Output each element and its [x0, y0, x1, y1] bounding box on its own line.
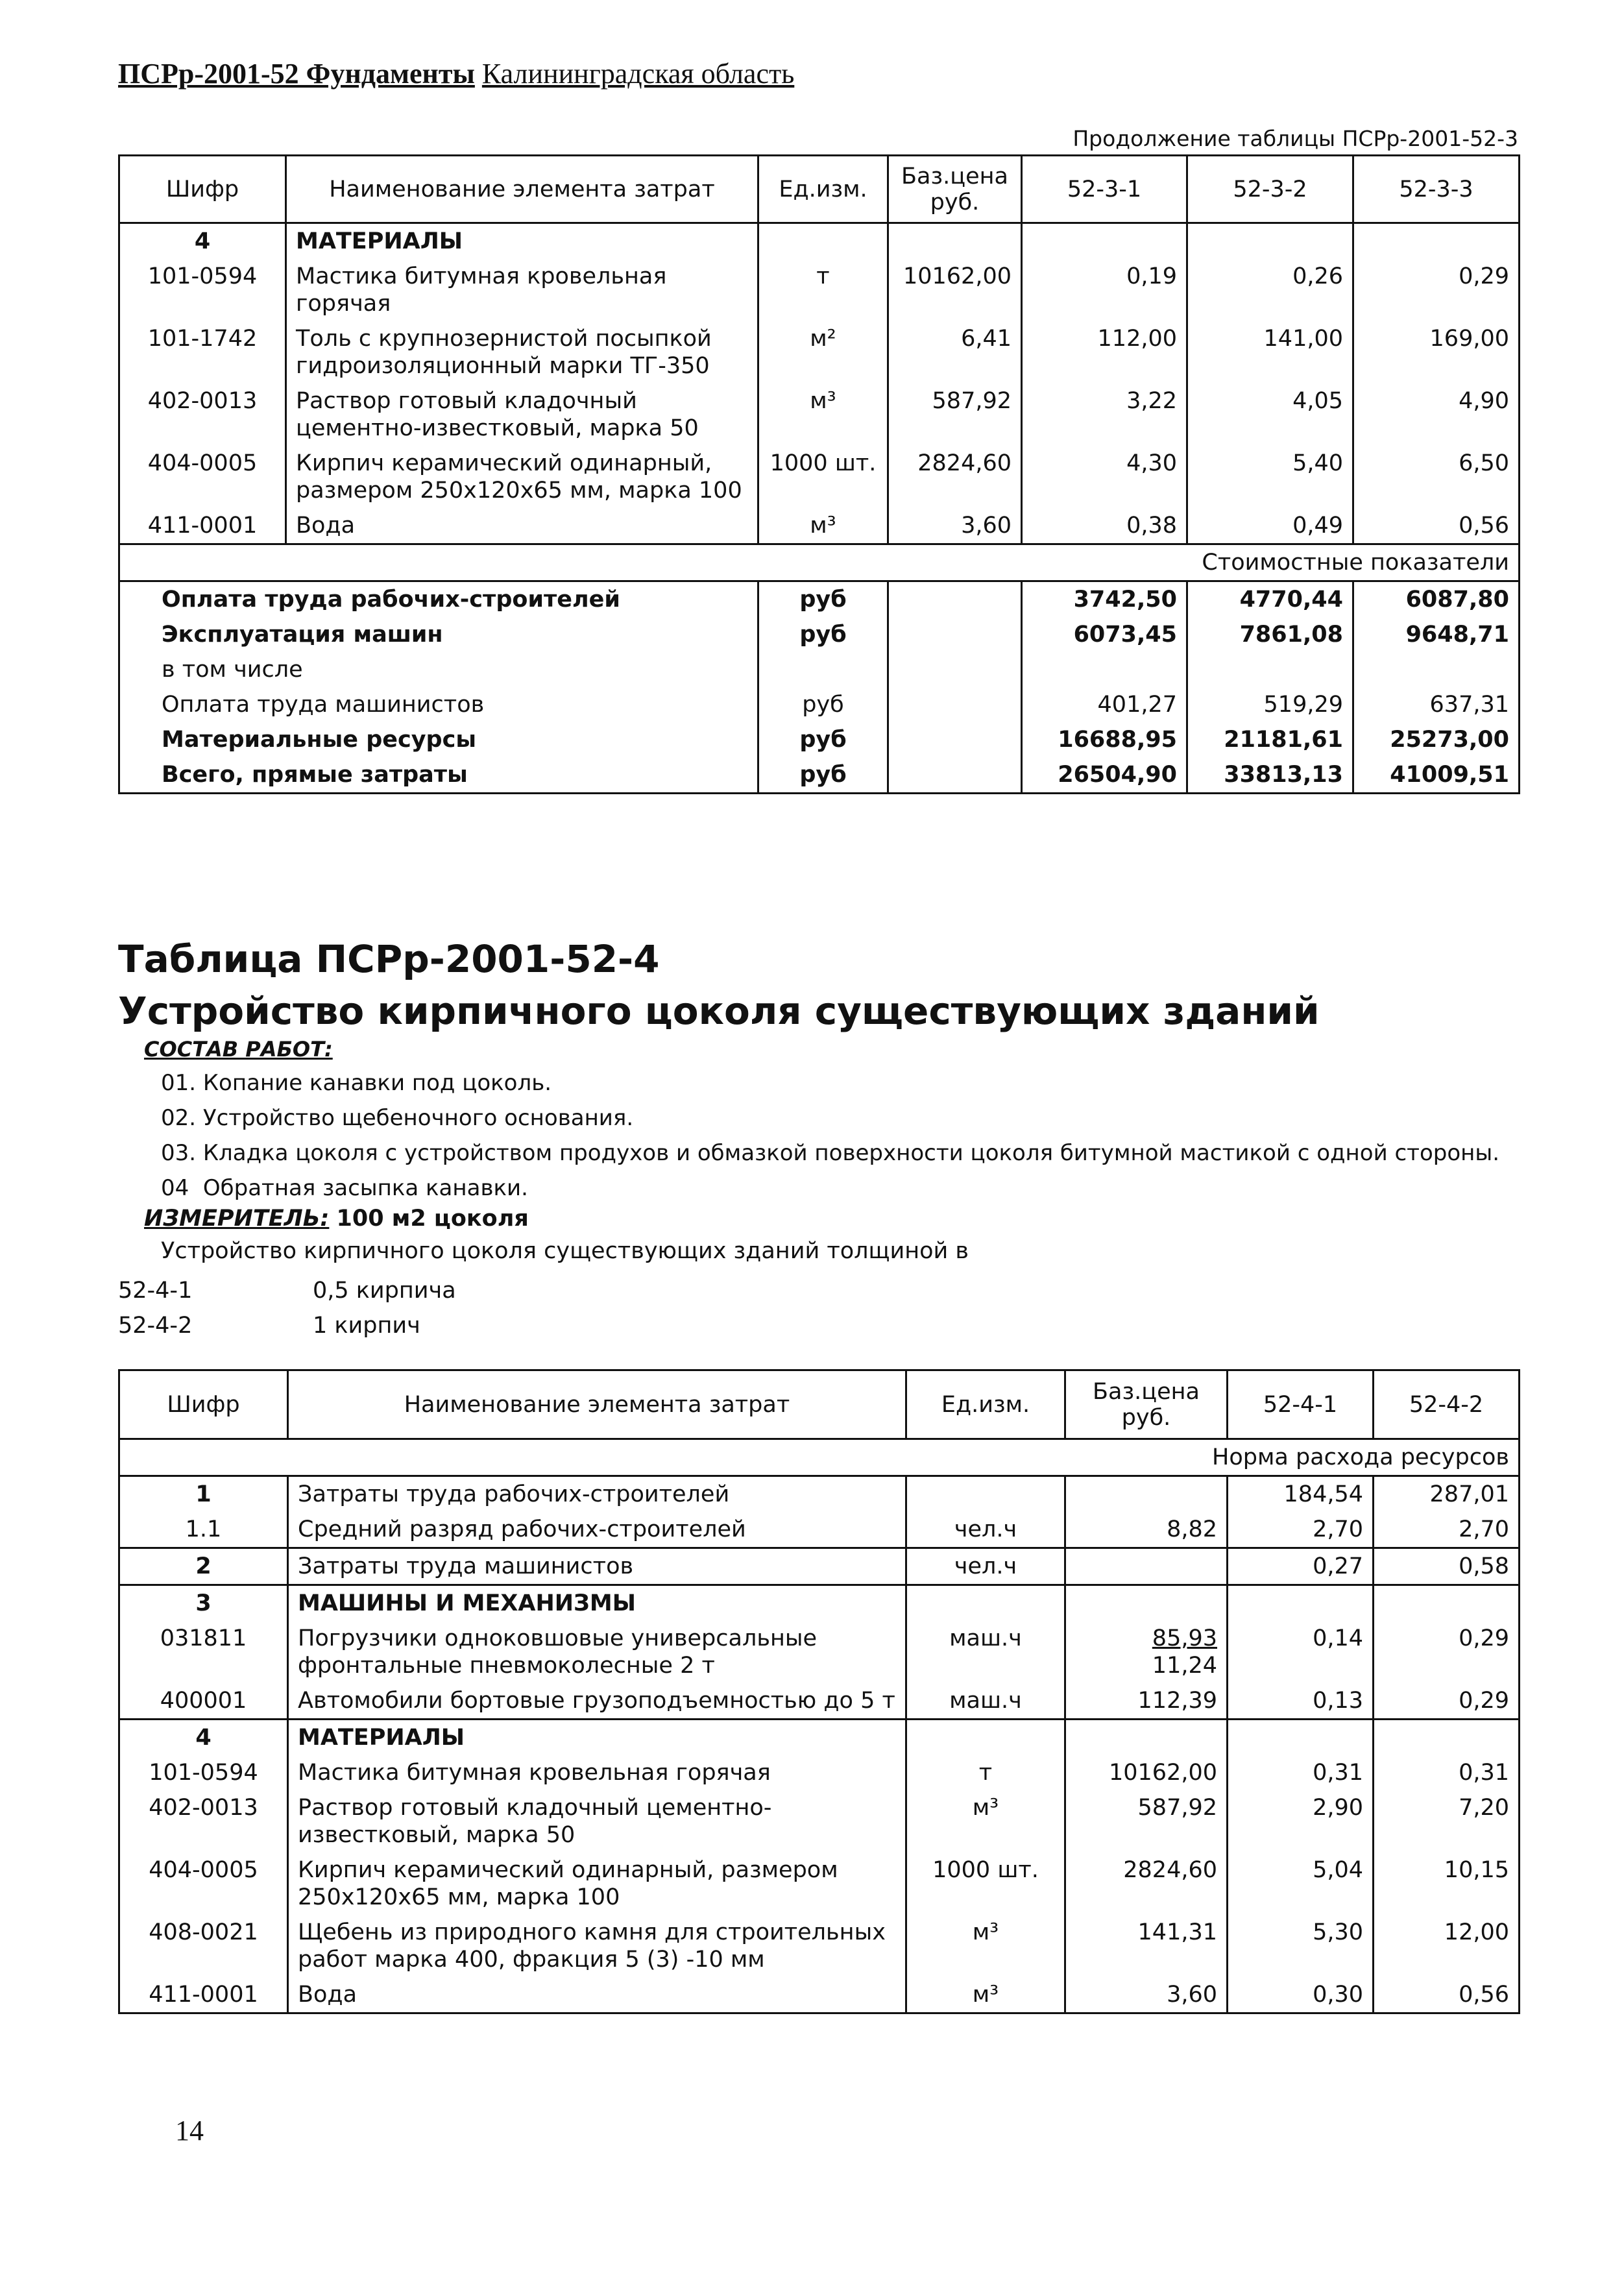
row-value: 0,27 — [1228, 1548, 1374, 1585]
row-price: 2824,60 — [1065, 1853, 1228, 1915]
row-value: 141,00 — [1187, 321, 1353, 383]
row-value: 0,29 — [1374, 1683, 1520, 1720]
cost-name: в том числе — [119, 652, 758, 687]
row-code: 101-0594 — [119, 1755, 288, 1790]
table-subject: Устройство кирпичного цоколя существующих зданий — [118, 989, 1320, 1033]
cost-name: Всего, прямые затраты — [119, 757, 758, 794]
cost-value: 21181,61 — [1187, 722, 1353, 757]
row-value: 0,13 — [1228, 1683, 1374, 1720]
row-name: Вода — [296, 513, 356, 539]
row-price-sub: 11,24 — [1152, 1653, 1217, 1679]
row-code: 1.1 — [119, 1512, 288, 1548]
list-item: 01. Копание канавки под цоколь. — [161, 1070, 552, 1096]
row-name: Вода — [288, 1977, 906, 2013]
row-value: 169,00 — [1353, 321, 1520, 383]
cost-value: 3742,50 — [1022, 581, 1187, 618]
section-title: МАТЕРИАЛЫ — [288, 1720, 906, 1756]
row-code: 404-0005 — [119, 1853, 288, 1915]
cost-value: 519,29 — [1187, 687, 1353, 722]
row-value: 0,26 — [1187, 259, 1353, 321]
row-value: 0,56 — [1353, 508, 1520, 544]
cost-value: 26504,90 — [1022, 757, 1187, 794]
row-unit: чел.ч — [906, 1512, 1065, 1548]
row-code: 031811 — [119, 1621, 288, 1683]
row-value: 287,01 — [1374, 1476, 1520, 1513]
table-header-row — [119, 1370, 1520, 1439]
row-name: Мастика битумная кровельная горячая — [296, 263, 667, 317]
header-name: Наименование элемента затрат — [286, 156, 758, 223]
header-code: Шифр — [119, 156, 286, 223]
list-item: 04 Обратная засыпка канавки. — [161, 1175, 528, 1201]
row-unit: т — [906, 1755, 1065, 1790]
measurement-unit-value: 100 м2 цоколя — [336, 1206, 529, 1232]
cost-band-row — [119, 544, 1520, 581]
row-name: Средний разряд рабочих-строителей — [298, 1516, 746, 1542]
row-price: 587,92 — [888, 383, 1022, 446]
row-value: 4,30 — [1022, 446, 1187, 508]
row-value: 7,20 — [1374, 1790, 1520, 1853]
variant-intro: Устройство кирпичного цоколя существующих зданий толщиной в — [161, 1238, 969, 1264]
table-row — [119, 1755, 1520, 1790]
cost-band-label: Стоимостные показатели — [119, 544, 1520, 581]
cost-unit: руб — [758, 722, 888, 757]
row-unit: 1000 шт. — [758, 446, 888, 508]
row-name: Кирпич керамический одинарный, размером 250х120х65 мм, марка 100 — [296, 450, 742, 504]
header-price: Баз.цена руб. — [1065, 1370, 1228, 1439]
header-unit: Ед.изм. — [906, 1370, 1065, 1439]
header-price: Баз.цена руб. — [888, 156, 1022, 223]
row-code: 411-0001 — [119, 1977, 288, 2013]
row-price-main: 85,93 — [1152, 1625, 1217, 1651]
row-price: 10162,00 — [888, 259, 1022, 321]
row-value: 0,31 — [1374, 1755, 1520, 1790]
row-value: 2,90 — [1228, 1790, 1374, 1853]
list-item: 02. Устройство щебеночного основания. — [161, 1105, 634, 1131]
header-col-2: 52-3-2 — [1187, 156, 1353, 223]
cost-value: 33813,13 — [1187, 757, 1353, 794]
header-col-3: 52-3-3 — [1353, 156, 1520, 223]
row-code: 101-0594 — [119, 259, 286, 321]
table-row — [119, 1977, 1520, 2013]
series-title: ПСРр-2001-52 Фундаменты — [118, 58, 475, 90]
row-value: 0,29 — [1353, 259, 1520, 321]
row-unit: маш.ч — [906, 1621, 1065, 1683]
variant-item — [118, 1273, 456, 1308]
variant-text: 1 кирпич — [313, 1313, 420, 1339]
variant-list — [118, 1273, 456, 1343]
row-code: 400001 — [119, 1683, 288, 1720]
row-value: 5,40 — [1187, 446, 1353, 508]
row-unit: т — [758, 259, 888, 321]
row-unit: м³ — [906, 1790, 1065, 1853]
section-number: 4 — [119, 223, 286, 260]
cost-unit: руб — [758, 617, 888, 652]
cost-value: 401,27 — [1022, 687, 1187, 722]
row-name: Затраты труда машинистов — [288, 1548, 906, 1585]
page-number: 14 — [175, 2115, 204, 2146]
row-code: 404-0005 — [119, 446, 286, 508]
row-value: 6,50 — [1353, 446, 1520, 508]
section-number: 3 — [119, 1585, 288, 1622]
cost-name: Оплата труда рабочих-строителей — [119, 581, 758, 618]
row-unit: м³ — [758, 383, 888, 446]
cost-row — [119, 617, 1520, 652]
table-header-row — [119, 156, 1520, 223]
table-row — [119, 1683, 1520, 1720]
section-row — [119, 1720, 1520, 1756]
table-row — [119, 259, 1520, 321]
cost-value: 6073,45 — [1022, 617, 1187, 652]
row-value: 0,19 — [1022, 259, 1187, 321]
row-value: 0,58 — [1374, 1548, 1520, 1585]
row-value: 10,15 — [1374, 1853, 1520, 1915]
variant-code: 52-4-2 — [118, 1313, 193, 1339]
running-header — [118, 57, 794, 90]
cost-value: 25273,00 — [1353, 722, 1520, 757]
row-code: 2 — [119, 1548, 288, 1585]
row-price — [1065, 1621, 1228, 1683]
table-52-3-continuation — [118, 154, 1520, 794]
row-value: 5,30 — [1228, 1915, 1374, 1977]
row-value: 0,29 — [1374, 1621, 1520, 1683]
table-row — [119, 508, 1520, 544]
section-row — [119, 1585, 1520, 1622]
row-code: 411-0001 — [119, 508, 286, 544]
cost-name: Материальные ресурсы — [119, 722, 758, 757]
header-unit: Ед.изм. — [758, 156, 888, 223]
region-name: Калининградская область — [481, 58, 795, 90]
table-row — [119, 1548, 1520, 1585]
cost-value: 4770,44 — [1187, 581, 1353, 618]
cost-value: 637,31 — [1353, 687, 1520, 722]
table-row — [119, 1621, 1520, 1683]
list-item: 03. Кладка цоколя с устройством продухов и обмазкой поверхности цоколя битумной мастикой с одной стороны. — [161, 1140, 1500, 1166]
row-value: 0,30 — [1228, 1977, 1374, 2013]
row-value: 184,54 — [1228, 1476, 1374, 1513]
section-title: МАШИНЫ И МЕХАНИЗМЫ — [288, 1585, 906, 1622]
row-name: Автомобили бортовые грузоподъемностью до 5 т — [298, 1688, 895, 1714]
row-name: Затраты труда рабочих-строителей — [298, 1481, 730, 1507]
section-row — [119, 223, 1520, 260]
measurement-unit — [144, 1206, 529, 1232]
cost-unit: руб — [758, 581, 888, 618]
row-unit: 1000 шт. — [906, 1853, 1065, 1915]
row-value: 0,31 — [1228, 1755, 1374, 1790]
cost-row — [119, 581, 1520, 618]
row-price: 112,39 — [1065, 1683, 1228, 1720]
row-unit: м³ — [758, 508, 888, 544]
row-unit: маш.ч — [906, 1683, 1065, 1720]
header-col-1: 52-4-1 — [1228, 1370, 1374, 1439]
header-col-2: 52-4-2 — [1374, 1370, 1520, 1439]
measurement-unit-label: ИЗМЕРИТЕЛЬ: — [144, 1206, 330, 1232]
row-code: 408-0021 — [119, 1915, 288, 1977]
cost-unit: руб — [758, 757, 888, 794]
row-price: 10162,00 — [1065, 1755, 1228, 1790]
table-title — [118, 933, 1320, 1037]
row-value: 2,70 — [1374, 1512, 1520, 1548]
row-code: 101-1742 — [119, 321, 286, 383]
cost-row — [119, 652, 1520, 687]
row-value: 4,05 — [1187, 383, 1353, 446]
table-row — [119, 446, 1520, 508]
table-row — [119, 1790, 1520, 1853]
table-row — [119, 1915, 1520, 1977]
cost-row — [119, 722, 1520, 757]
work-composition-heading: СОСТАВ РАБОТ: — [144, 1037, 333, 1062]
row-unit: м² — [758, 321, 888, 383]
norm-band-label: Норма расхода ресурсов — [119, 1439, 1520, 1476]
cost-value: 41009,51 — [1353, 757, 1520, 794]
row-unit: м³ — [906, 1977, 1065, 2013]
row-price: 587,92 — [1065, 1790, 1228, 1853]
table-number: Таблица ПСРр-2001-52-4 — [118, 937, 660, 981]
variant-text: 0,5 кирпича — [313, 1278, 456, 1304]
row-name: Раствор готовый кладочный цементно-известковый, марка 50 — [298, 1795, 772, 1848]
row-value: 4,90 — [1353, 383, 1520, 446]
table-row — [119, 383, 1520, 446]
row-name: Толь с крупнозернистой посыпкой гидроизоляционный марки ТГ-350 — [296, 326, 712, 379]
row-value: 112,00 — [1022, 321, 1187, 383]
section-title: МАТЕРИАЛЫ — [296, 228, 463, 254]
row-unit: м³ — [906, 1915, 1065, 1977]
row-code: 402-0013 — [119, 1790, 288, 1853]
row-value: 0,14 — [1228, 1621, 1374, 1683]
cost-name: Оплата труда машинистов — [119, 687, 758, 722]
header-code: Шифр — [119, 1370, 288, 1439]
section-number: 4 — [119, 1720, 288, 1756]
table-row — [119, 1476, 1520, 1513]
row-price: 2824,60 — [888, 446, 1022, 508]
row-name: Раствор готовый кладочный цементно-известковый, марка 50 — [296, 388, 699, 441]
table-52-4 — [118, 1369, 1520, 2014]
cost-unit: руб — [758, 687, 888, 722]
row-name: Щебень из природного камня для строительных работ марка 400, фракция 5 (3) -10 мм — [298, 1919, 886, 1973]
variant-code: 52-4-1 — [118, 1278, 193, 1304]
row-price: 6,41 — [888, 321, 1022, 383]
table-row — [119, 1853, 1520, 1915]
work-composition-list — [161, 1065, 1499, 1206]
row-price: 141,31 — [1065, 1915, 1228, 1977]
row-value: 2,70 — [1228, 1512, 1374, 1548]
row-name: Мастика битумная кровельная горячая — [298, 1760, 771, 1786]
row-code: 1 — [119, 1476, 288, 1513]
row-value: 0,49 — [1187, 508, 1353, 544]
continuation-note: Продолжение таблицы ПСРр-2001-52-3 — [1073, 126, 1518, 151]
row-name: Погрузчики одноковшовые универсальные фронтальные пневмоколесные 2 т — [298, 1625, 818, 1679]
row-value: 12,00 — [1374, 1915, 1520, 1977]
row-unit: чел.ч — [906, 1548, 1065, 1585]
table-row — [119, 1512, 1520, 1548]
cost-value: 6087,80 — [1353, 581, 1520, 618]
header-col-1: 52-3-1 — [1022, 156, 1187, 223]
header-name: Наименование элемента затрат — [288, 1370, 906, 1439]
variant-item — [118, 1308, 456, 1343]
cost-value: 9648,71 — [1353, 617, 1520, 652]
cost-name: Эксплуатация машин — [119, 617, 758, 652]
row-price: 8,82 — [1065, 1512, 1228, 1548]
row-value: 0,56 — [1374, 1977, 1520, 2013]
cost-value: 7861,08 — [1187, 617, 1353, 652]
cost-value: 16688,95 — [1022, 722, 1187, 757]
cost-row — [119, 757, 1520, 794]
row-price: 3,60 — [888, 508, 1022, 544]
norm-band-row — [119, 1439, 1520, 1476]
row-code: 402-0013 — [119, 383, 286, 446]
cost-row — [119, 687, 1520, 722]
row-value: 0,38 — [1022, 508, 1187, 544]
row-value: 5,04 — [1228, 1853, 1374, 1915]
row-value: 3,22 — [1022, 383, 1187, 446]
row-price: 3,60 — [1065, 1977, 1228, 2013]
row-name: Кирпич керамический одинарный, размером 250х120х65 мм, марка 100 — [298, 1857, 838, 1910]
table-row — [119, 321, 1520, 383]
